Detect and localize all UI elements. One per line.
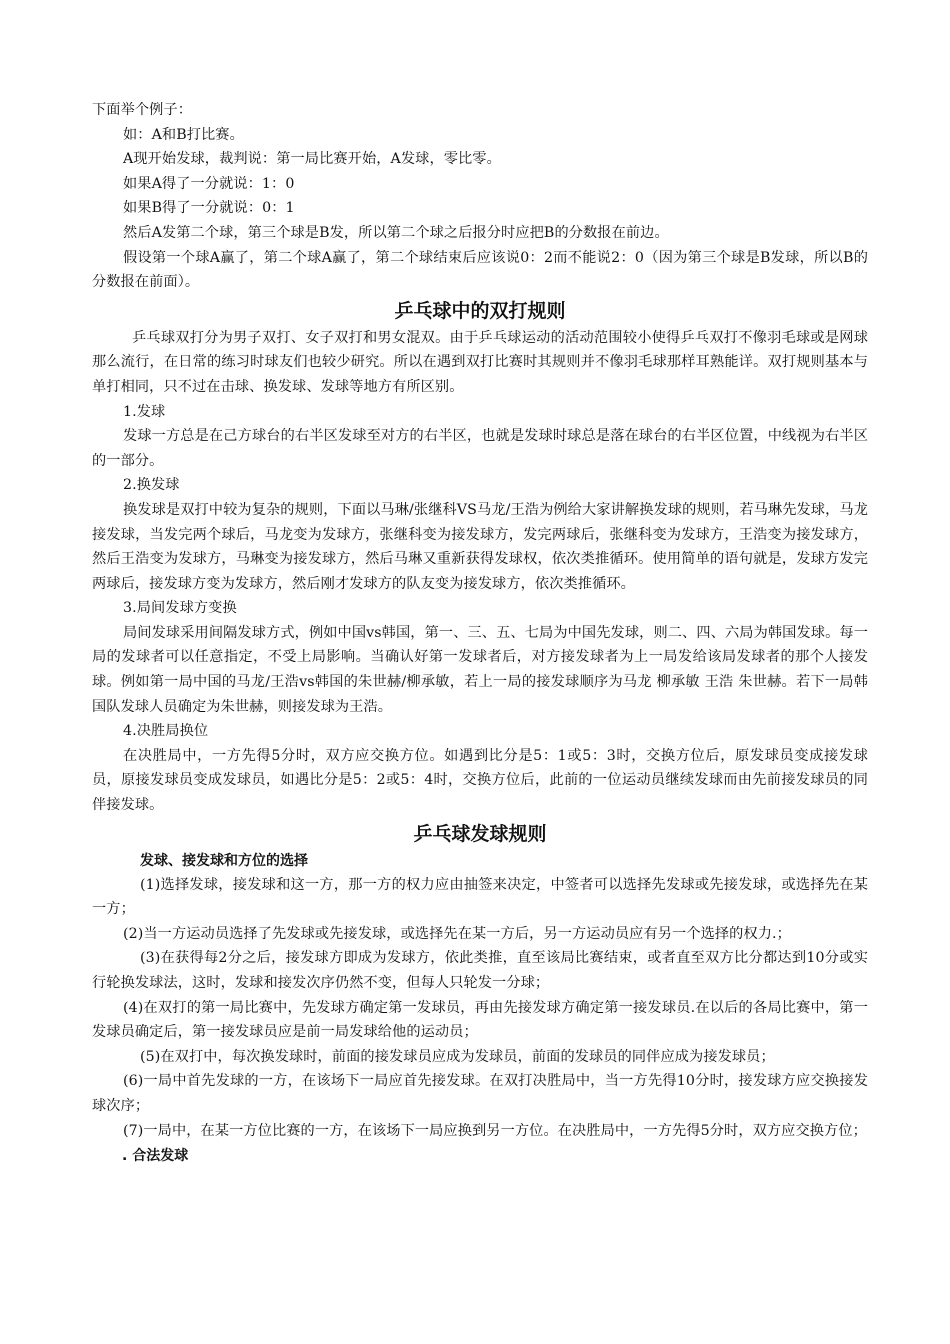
example-line: A现开始发球，裁判说：第一局比赛开始，A发球，零比零。 xyxy=(123,151,501,168)
serve-rule-item: (1)选择发球，接发球和这一方，那一方的权力应由抽签来决定，中签者可以选择先发球或先接发球，或选择先在某一方； xyxy=(92,876,868,918)
doubles-rules-heading: 乒乓球中的双打规则 xyxy=(394,299,566,322)
serve-rule-item: (6)一局中首先发球的一方，在该场下一局应首先接发球。在双打决胜局中，当一方先得10分时，接发球方应交换接发球次序； xyxy=(92,1073,868,1114)
example-line: 然后A发第二个球，第三个球是B发，所以第二个球之后报分时应把B的分数报在前边。 xyxy=(123,224,669,241)
doubles-intro-paragraph: 乒乓球双打分为男子双打、女子双打和男女混双。由于乒乓球运动的活动范围较小使得乒乓双打不像羽毛球或是网球那么流行，在日常的练习时球友们也较少研究。所以在遇到双打比赛时其规则并不像羽毛球那样耳熟能详。双打规则基本与单打相同，只不过在击球、换发球、发球等地方有所区别。 xyxy=(92,329,868,395)
legal-serve-heading: . 合法发球 xyxy=(122,1148,189,1165)
example-line: 如果A得了一分就说：1：0 xyxy=(123,175,295,192)
serve-rules-heading: 乒乓球发球规则 xyxy=(413,822,547,845)
example-line: 如：A和B打比赛。 xyxy=(123,126,244,143)
doubles-section-text-change-serve: 换发球是双打中较为复杂的规则，下面以马琳/张继科VS马龙/王浩为例给大家讲解换发球的规则，若马琳先发球，马龙接发球，当发完两个球后，马龙变为发球方，张继科变为接发球方，发完两球后，张继科变为发球方，王浩变为接发球方，然后王浩变为发球方，马琳变为接发球方，然后马琳又重新获得发球权，依次类推循环。使用简单的语句就是，发球方发完两球后，接发球方变为发球方，然后刚才发球方的队友变为接发球方，依次类推循环。 xyxy=(92,501,868,592)
serve-rule-item: (5)在双打中，每次换发球时，前面的接发球员应成为发球员，前面的发球员的同伴应成为接发球员； xyxy=(140,1048,775,1065)
example-intro-line: 下面举个例子： xyxy=(92,102,193,118)
doubles-section-title-deciding-game: 4.决胜局换位 xyxy=(123,723,209,740)
doubles-section-title-change-serve: 2.换发球 xyxy=(123,477,180,494)
doubles-section-title-between-games: 3.局间发球方变换 xyxy=(123,600,237,617)
example-line: 假设第一个球A赢了，第二个球A赢了，第二个球结束后应该说0：2而不能说2：0（因为第三个球是B发球，所以B的分数报在前面）。 xyxy=(92,249,868,291)
serve-rule-item: (3)在获得每2分之后，接发球方即成为发球方，依此类推，直至该局比赛结束，或者直至双方比分都达到10分或实行轮换发球法，这时，发球和接发次序仍然不变，但每人只轮发一分球； xyxy=(92,950,868,991)
serve-rule-item: (4)在双打的第一局比赛中，先发球方确定第一发球员，再由先接发球方确定第一接发球员.在以后的各局比赛中，第一发球员确定后，第一接发球员应是前一局发球给他的运动员； xyxy=(92,999,868,1041)
doubles-section-text-deciding-game: 在决胜局中，一方先得5分时，双方应交换方位。如遇到比分是5：1或5：3时，交换方位后，原发球员变成接发球员，原接发球员变成发球员，如遇比分是5：2或5：4时，交换方位后，此前的一位运动员继续发球而由先前接发球员的同伴接发球。 xyxy=(92,747,868,814)
doubles-section-text-between-games: 局间发球采用间隔发球方式，例如中国vs韩国，第一、三、五、七局为中国先发球，则二、四、六局为韩国发球。每一局的发球者可以任意指定，不受上局影响。当确认好第一发球者后，对方接发球者为上一局发给该局发球者的那个人接发球。例如第一局中国的马龙/王浩vs韩国的朱世赫/柳承敏，若上一局的接发球顺序为马龙 柳承敏 王浩 朱世赫。若下一局韩国队发球人员确定为朱世赫，则接发球为王浩。 xyxy=(92,624,868,715)
doubles-section-text-serve: 发球一方总是在己方球台的右半区发球至对方的右半区，也就是发球时球总是落在球台的右半区位置，中线视为右半区的一部分。 xyxy=(92,428,868,469)
serve-rules-subheading: 发球、接发球和方位的选择 xyxy=(140,852,308,869)
example-line: 如果B得了一分就说：0：1 xyxy=(123,200,295,217)
document-page xyxy=(92,98,868,1169)
doubles-section-title-serve: 1.发球 xyxy=(123,403,166,420)
serve-rule-item: (7)一局中，在某一方位比赛的一方，在该场下一局应换到另一方位。在决胜局中，一方先得5分时，双方应交换方位； xyxy=(123,1122,867,1139)
serve-rule-item: (2)当一方运动员选择了先发球或先接发球，或选择先在某一方后，另一方运动员应有另一个选择的权力.； xyxy=(123,925,791,942)
